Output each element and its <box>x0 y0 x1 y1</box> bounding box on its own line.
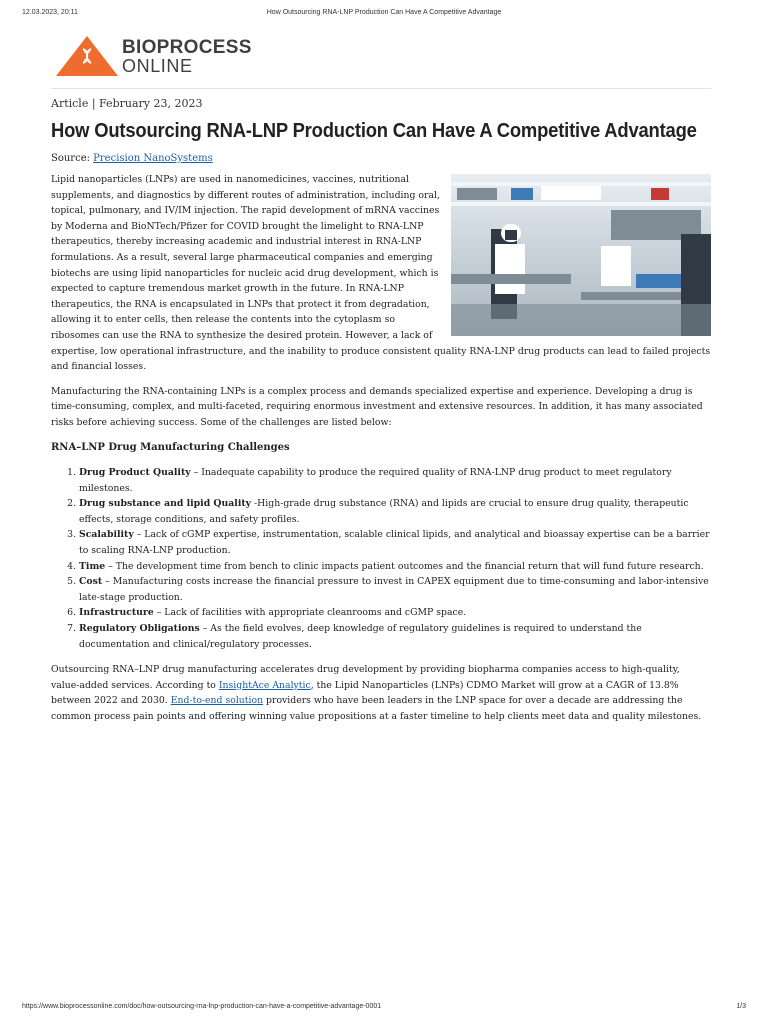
lab-photo <box>451 174 711 336</box>
list-item <box>79 496 711 527</box>
source-link[interactable]: Precision NanoSystems <box>93 153 213 164</box>
list-item <box>79 465 711 496</box>
end-to-end-solution-link[interactable]: End-to-end solution <box>170 695 264 707</box>
paragraph-manufacturing: Manufacturing the RNA-containing LNPs is a complex process and demands specialized expertise and experience. Developing a drug is time-consuming, complex, and multi-faceted, requiring enormous investment and extensive resources. In addition, it has many associated risks before achieving success. Some of the challenges are listed below: <box>51 385 703 428</box>
closing-text-2: , the Lipid Nanoparticles (LNPs) CDMO Market will grow at a CAGR of 13.8% between 2022 and 2030. <box>51 679 679 707</box>
list-item-term: Drug Product Quality <box>79 467 191 479</box>
article-title: How Outsourcing RNA-LNP Production Can Have A Competitive Advantage <box>51 120 697 142</box>
print-footer <box>22 1003 746 1015</box>
closing-text-1: Outsourcing RNA–LNP drug manufacturing accelerates drug development by providing biopharma companies access to high-quality, value-added services. According to <box>51 664 680 691</box>
list-item-term: Time <box>79 560 106 572</box>
list-item-term: Cost <box>79 576 103 588</box>
list-item-term: Drug substance and lipid Quality <box>79 498 252 510</box>
logo-text-line2: ONLINE <box>122 56 193 76</box>
list-item <box>79 527 711 558</box>
print-title: How Outsourcing RNA-LNP Production Can Have A Competitive Advantage <box>266 9 502 16</box>
closing-text-3: providers who have been leaders in the LNP space for over a decade are addressing the common process pain points and offering winning value propositions at a faster timeline to help clients meet data and quality milestones. <box>51 695 702 722</box>
site-logo[interactable] <box>56 34 316 78</box>
print-timestamp: 12.03.2023, 20:11 <box>22 9 78 16</box>
list-item-text: – Lack of facilities with appropriate cleanrooms and cGMP space. <box>153 607 467 619</box>
list-item <box>79 574 711 605</box>
list-item-term: Infrastructure <box>79 607 154 619</box>
logo-triangle-icon <box>56 36 118 76</box>
list-item-text: – The development time from bench to clinic impacts patient outcomes and the financial return that will fund future research. <box>105 560 704 572</box>
print-page-number: 1/3 <box>736 1003 746 1010</box>
list-item-text: – Lack of cGMP expertise, instrumentation, scalable clinical lipids, and analytical and bioassay expertise can be a barrier to scaling RNA-LNP production. <box>79 529 710 557</box>
list-item-text: – As the field evolves, deep knowledge of regulatory guidelines is required to understand the documentation and clinical/regulatory processes. <box>79 623 642 650</box>
challenges-heading: RNA–LNP Drug Manufacturing Challenges <box>51 441 290 453</box>
print-header <box>22 9 746 21</box>
paragraph-closing <box>51 662 711 724</box>
article-source <box>51 153 213 164</box>
challenges-list <box>51 465 711 652</box>
list-item-term: Scalability <box>79 529 134 541</box>
source-label: Source: <box>51 153 94 164</box>
article-meta: Article | February 23, 2023 <box>51 97 203 110</box>
insightace-link[interactable]: InsightAce Analytic <box>218 679 311 691</box>
list-item <box>79 621 711 652</box>
logo-text-line1: BIOPROCESS <box>122 37 252 58</box>
article-body <box>51 172 711 734</box>
list-item-text: – Manufacturing costs increase the financial pressure to invest in CAPEX equipment due to time-consuming and labor-intensive late-stage production. <box>79 576 709 603</box>
paragraph-intro: Lipid nanoparticles (LNPs) are used in nanomedicines, vaccines, nutritional supplements, and diagnostics by different routes of administration, including oral, topical, pulmonary, and IV/IM injection. The rapid development of mRNA vaccines by Moderna and BioNTech/Pfizer for COVID brought the limelight to RNA-LNP therapeutics, thereby increasing academic and industrial interest in RNA-LNP formulations. As a result, several large pharmaceutical companies and emerging biotechs are using lipid nanoparticles for nucleic acid drug development, which is expected to capture tremendous market growth in the future. In RNA-LNP therapeutics, the RNA is encapsulated in LNPs that protect it from degradation, allowing it to enter cells, then release the contents into the cytoplasm so ribosomes can use the RNA to synthesize the desired protein. However, a lack of expertise, low operational infrastructure, and the inability to produce consistent quality RNA-LNP drug products can lead to failed projects and financial losses. <box>51 174 711 373</box>
list-item-term: Regulatory Obligations <box>79 623 200 635</box>
list-item <box>79 559 711 575</box>
print-url: https://www.bioprocessonline.com/doc/how-outsourcing-rna-lnp-production-can-have-a-competitive-advantage-0001 <box>22 1003 382 1010</box>
list-item-text: -High-grade drug substance (RNA) and lipids are crucial to ensure drug quality, therapeutic effects, storage conditions, and safety profiles. <box>79 498 689 525</box>
list-item-text: – Inadequate capability to produce the required quality of RNA-LNP drug product to meet regulatory milestones. <box>79 467 672 494</box>
header-divider <box>51 88 711 89</box>
list-item <box>79 605 711 621</box>
